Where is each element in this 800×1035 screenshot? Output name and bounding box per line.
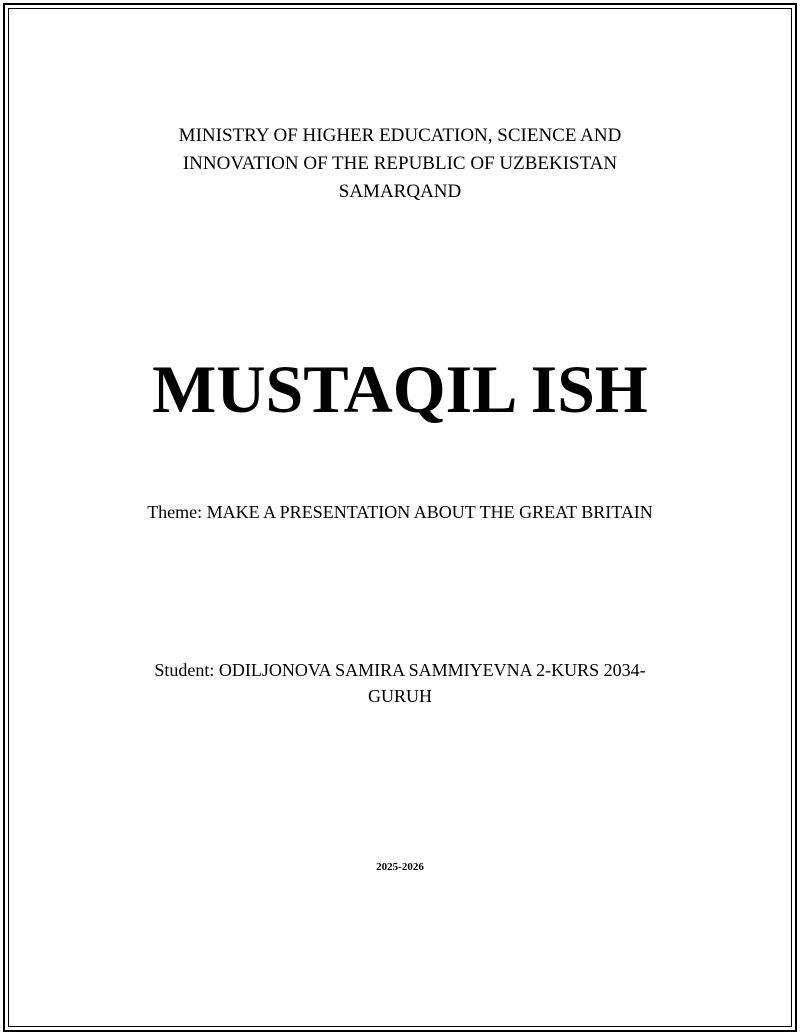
academic-year: 2025-2026: [376, 861, 424, 873]
student-line-1: Student: ODILJONOVA SAMIRA SAMMIYEVNA 2-KURS 2034-: [154, 660, 646, 680]
student-line-2: GURUH: [367, 686, 432, 706]
student-info: [100, 657, 700, 709]
ministry-line-1: MINISTRY OF HIGHER EDUCATION, SCIENCE AND: [178, 125, 622, 146]
theme-line: Theme: MAKE A PRESENTATION ABOUT THE GREAT BRITAIN: [147, 502, 653, 522]
ministry-heading: [100, 122, 700, 206]
document-title: MUSTAQIL ISH: [152, 351, 648, 427]
city-line: SAMARQAND: [338, 181, 462, 202]
ministry-line-2: INNOVATION OF THE REPUBLIC OF UZBEKISTAN: [182, 153, 618, 174]
